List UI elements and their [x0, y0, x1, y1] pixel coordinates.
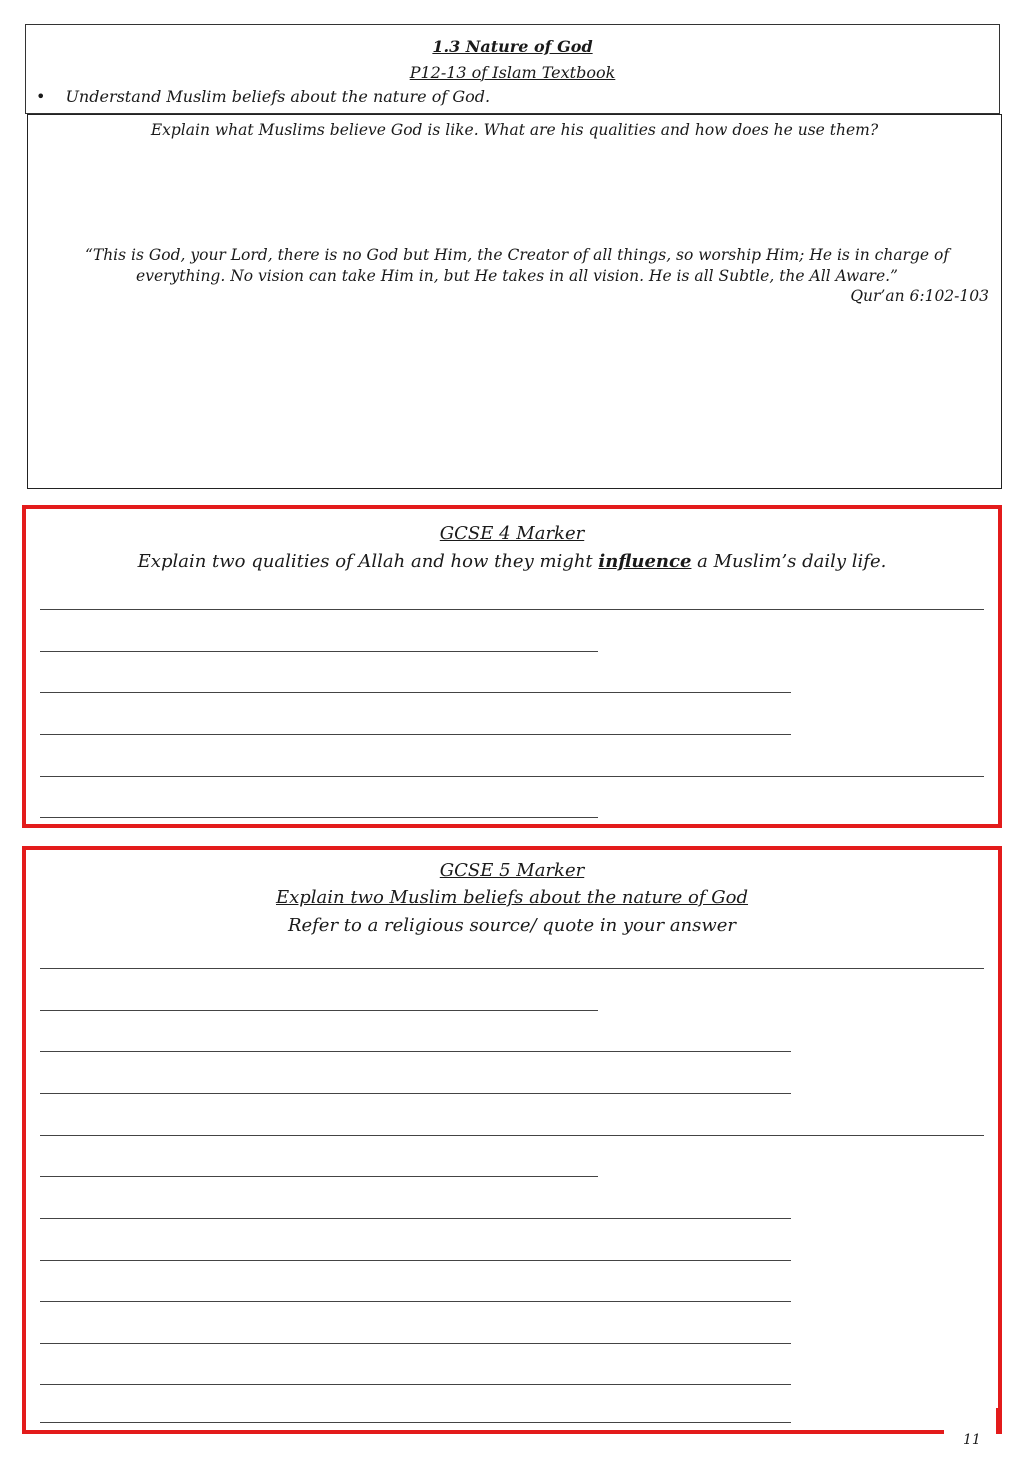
answer-line[interactable] — [40, 1343, 791, 1344]
answer-line[interactable] — [40, 1051, 791, 1052]
learning-objective — [36, 87, 490, 106]
textbook-reference — [26, 63, 999, 82]
answer-line[interactable] — [40, 1384, 791, 1385]
explain-question: Explain what Muslims believe God is like. What are his qualities and how does he use them? — [150, 121, 879, 139]
answer-line[interactable] — [40, 1135, 984, 1136]
answer-line[interactable] — [40, 1260, 791, 1261]
gcse-4-question-emphasis: influence — [598, 551, 692, 572]
gcse-5-instruction: Refer to a religious source/ quote in your answer — [287, 915, 737, 936]
gcse-4-marker-section — [22, 505, 1002, 828]
frame-corner — [996, 1408, 999, 1434]
quran-quote: “This is God, your Lord, there is no God but Him, the Creator of all things, so worship Him; He is in charge of everything. No vision can take Him in, but He takes in all vision. He is all Subtle, the All Aware.” — [84, 246, 950, 285]
answer-line[interactable] — [40, 609, 984, 610]
answer-line[interactable] — [40, 651, 598, 652]
quote-reference: Qur’an 6:102-103 — [850, 287, 989, 305]
gcse-4-question-start: Explain two qualities of Allah and how they might — [137, 551, 599, 572]
answer-line[interactable] — [40, 1093, 791, 1094]
answer-line[interactable] — [40, 692, 791, 693]
gcse-5-marker-section — [22, 846, 1002, 1434]
answer-line[interactable] — [40, 968, 984, 969]
answer-line[interactable] — [40, 817, 598, 818]
answer-line[interactable] — [40, 734, 791, 735]
learning-objective-text: Understand Muslim beliefs about the nature of God. — [65, 87, 491, 106]
gcse-4-question-end: a Muslim’s daily life. — [691, 551, 887, 572]
page-title: 1.3 Nature of God — [432, 37, 593, 56]
gcse-4-question — [26, 551, 998, 572]
answer-line[interactable] — [40, 1218, 791, 1219]
bullet-icon: • — [36, 87, 46, 106]
gcse-5-question: Explain two Muslim beliefs about the nature of God — [275, 887, 749, 908]
answer-line[interactable] — [40, 1176, 598, 1177]
answer-line[interactable] — [40, 1422, 791, 1423]
gcse-4-heading: GCSE 4 Marker — [439, 523, 585, 544]
answer-line[interactable] — [40, 1010, 598, 1011]
header-box — [25, 24, 1000, 114]
explain-section — [27, 114, 1002, 489]
answer-line[interactable] — [40, 1301, 791, 1302]
gcse-5-heading: GCSE 5 Marker — [439, 860, 585, 881]
answer-line[interactable] — [40, 776, 984, 777]
textbook-reference-text: P12-13 of Islam Textbook — [409, 63, 616, 82]
page-number: 11 — [963, 1432, 981, 1448]
